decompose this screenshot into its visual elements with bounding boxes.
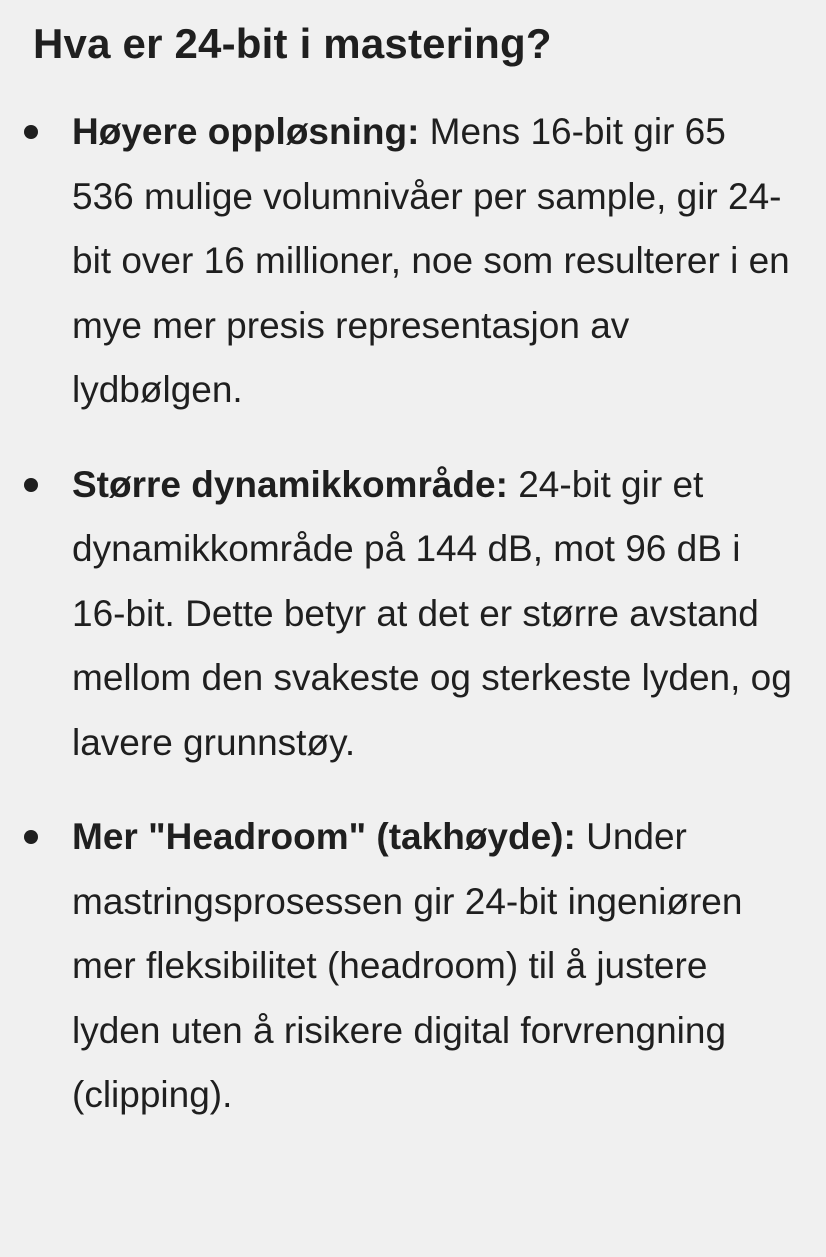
item-term: Høyere oppløsning: xyxy=(72,111,420,152)
bullet-list xyxy=(0,100,826,1158)
item-term: Større dynamikkområde: xyxy=(72,463,508,505)
item-text: Under mastringsprosessen gir 24-bit ingeniøren mer fleksibilitet (headroom) til å justere lyden uten å risikere digital forvrengning (clipping). xyxy=(72,816,743,1115)
item-text: 24-bit gir et dynamikkområde på 144 dB, mot 96 dB i 16-bit. Dette betyr at det er større avstand mellom den svakeste og sterkeste lyden, og lavere grunnstøy. xyxy=(72,463,792,763)
bullet-icon xyxy=(24,830,38,844)
item-text: Mens 16-bit gir 65 536 mulige volumnivåer per sample, gir 24-bit over 16 millioner, noe som resulterer i en mye mer presis representasjon av lydbølgen. xyxy=(72,111,790,410)
list-item xyxy=(0,453,826,776)
list-item xyxy=(0,805,826,1128)
page-title: Hva er 24-bit i mastering? xyxy=(33,20,552,67)
bullet-icon xyxy=(24,478,38,492)
bullet-icon xyxy=(24,125,38,139)
item-term: Mer "Headroom" (takhøyde): xyxy=(72,816,576,857)
list-item xyxy=(0,100,826,423)
